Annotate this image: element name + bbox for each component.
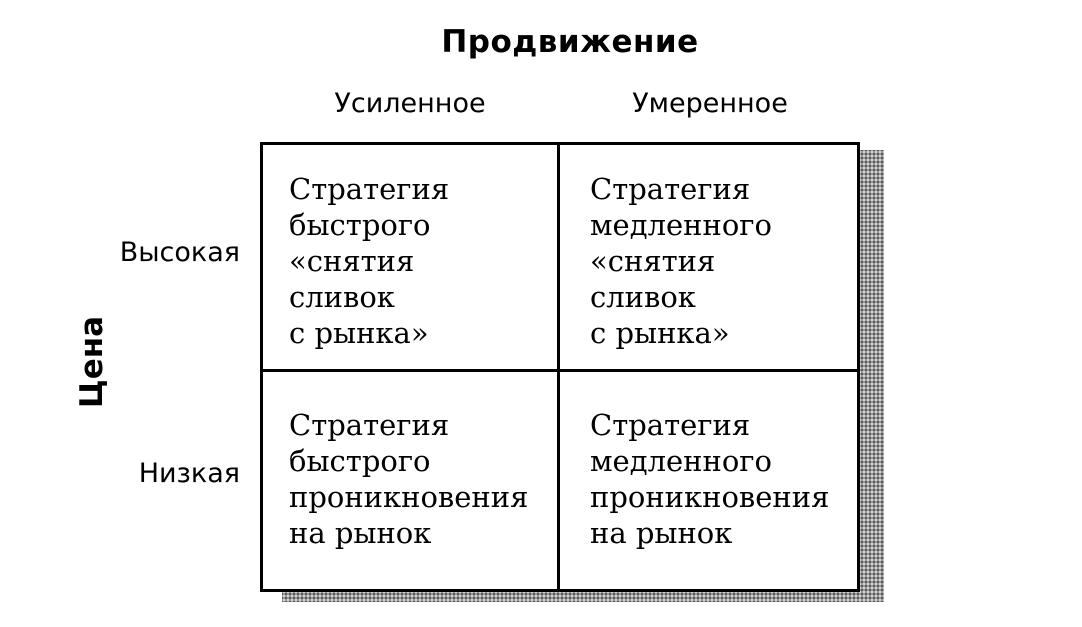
row-header-low: Низкая xyxy=(138,458,240,489)
cell-text-line: «снятия xyxy=(590,244,716,278)
cell-fast-skimming xyxy=(263,145,560,372)
cell-text-line: на рынок xyxy=(289,516,432,550)
cell-text-line: «снятия xyxy=(289,244,415,278)
cell-text-line: с рынка» xyxy=(289,316,429,350)
cell-slow-skimming xyxy=(560,145,857,372)
cell-fast-penetration xyxy=(263,372,560,589)
row-header-high: Высокая xyxy=(119,237,240,268)
cell-text-line: с рынка» xyxy=(590,316,730,350)
cell-text-line: проникновения xyxy=(590,480,830,514)
cell-text-line: быстрого xyxy=(289,208,431,242)
cell-text-line: сливок xyxy=(289,280,395,314)
column-header-moderate: Умеренное xyxy=(632,88,788,119)
cell-slow-penetration xyxy=(560,372,857,589)
cell-text-line: медленного xyxy=(590,208,772,242)
cell-text-line: Стратегия xyxy=(289,408,450,442)
cell-text-line: Стратегия xyxy=(289,172,450,206)
cell-text-line: проникновения xyxy=(289,480,529,514)
column-header-intensive: Усиленное xyxy=(334,88,486,119)
cell-text-line: медленного xyxy=(590,444,772,478)
strategy-matrix xyxy=(260,142,860,592)
cell-text-line: на рынок xyxy=(590,516,733,550)
cell-text-line: быстрого xyxy=(289,444,431,478)
price-axis-title: Цена xyxy=(74,315,110,409)
promotion-axis-title: Продвижение xyxy=(441,24,699,60)
cell-text-line: Стратегия xyxy=(590,172,751,206)
cell-text-line: Стратегия xyxy=(590,408,751,442)
cell-text-line: сливок xyxy=(590,280,696,314)
